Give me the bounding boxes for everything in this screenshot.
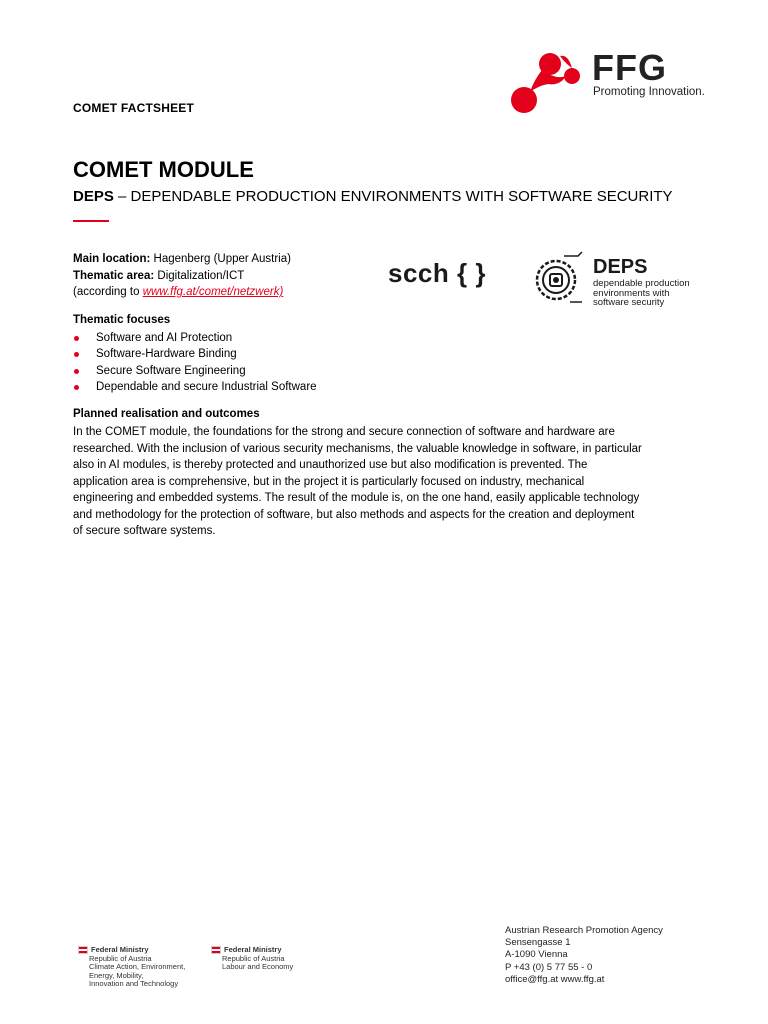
list-item: Secure Software Engineering xyxy=(73,363,317,379)
deps-sub-line: software security xyxy=(593,297,665,308)
ministry-labour-logo xyxy=(211,946,293,972)
page-title: COMET MODULE xyxy=(73,157,254,182)
body-line: engineering and embedded systems. The result of the module is, on the one hand, easily applicable technology xyxy=(73,492,640,504)
thematic-area-value: Digitalization/ICT xyxy=(154,269,245,282)
thematic-area-label: Thematic area: xyxy=(73,269,155,282)
ffg-logo-mark xyxy=(511,53,580,113)
according-prefix: (according to xyxy=(73,286,143,298)
subtitle-dash: – xyxy=(113,188,131,205)
title-divider xyxy=(73,220,109,222)
deps-sub-line: environments with xyxy=(593,287,670,299)
body-line: and methodology for the protection of software, but also methods and aspects for the creation and deployment xyxy=(73,508,635,521)
ffg-logo-tagline: Promoting Innovation. xyxy=(593,86,705,98)
deps-logo-subtitle xyxy=(593,279,690,308)
ffg-logo-text: FFG xyxy=(592,47,667,88)
ministry-line: Republic of Austria xyxy=(89,953,152,963)
subtitle-full: DEPENDABLE PRODUCTION ENVIRONMENTS WITH SOFTWARE SECURITY xyxy=(130,188,673,205)
list-item: Dependable and secure Industrial Software xyxy=(73,379,317,395)
agency-street: Sensengasse 1 xyxy=(505,937,571,949)
thematic-focuses-list xyxy=(73,330,317,395)
ministry-line: Innovation and Technology xyxy=(89,979,179,989)
body-line: of secure software systems. xyxy=(73,525,216,537)
austria-flag-icon xyxy=(78,946,88,954)
planned-heading: Planned realisation and outcomes xyxy=(73,408,260,420)
page-subtitle xyxy=(73,188,673,205)
netzwerk-link[interactable]: www.ffg.at/comet/netzwerk) xyxy=(142,286,284,298)
list-item: Software-Hardware Binding xyxy=(73,346,317,362)
factsheet-label: COMET FACTSHEET xyxy=(73,101,195,115)
body-line: application area is comprehensive, but in the project it is particularly focused on industry, mechanical xyxy=(73,475,585,488)
ministry-line: Energy, Mobility, xyxy=(89,970,144,980)
ministry-climate-logo xyxy=(78,946,185,989)
body-line: In the COMET module, the foundations for the strong and secure connection of software and hardware are xyxy=(73,426,615,438)
list-item: Software and AI Protection xyxy=(73,330,317,346)
ministry-line: Labour and Economy xyxy=(222,962,294,972)
main-location-value: Hagenberg (Upper Austria) xyxy=(150,253,291,265)
austria-flag-icon xyxy=(211,946,221,954)
ministry-name: Federal Ministry xyxy=(224,945,282,954)
agency-name: Austrian Research Promotion Agency xyxy=(505,925,663,936)
body-line: also in AI modules, is thereby protected and unauthorized use but also modification is prevented. The xyxy=(73,459,588,471)
agency-phone: P +43 (0) 5 77 55 - 0 xyxy=(505,961,593,973)
agency-address xyxy=(505,925,663,986)
module-info xyxy=(73,251,291,301)
deps-sub-line: dependable production xyxy=(593,278,690,289)
planned-body xyxy=(73,424,698,540)
thematic-focuses-heading: Thematic focuses xyxy=(73,314,171,326)
agency-contact[interactable]: office@ffg.at www.ffg.at xyxy=(505,973,605,985)
deps-logo-name: DEPS xyxy=(593,256,648,278)
body-line: researched. With the inclusion of various security mechanisms, the valuable knowledge in software, in particular xyxy=(73,442,642,455)
subtitle-acronym: DEPS xyxy=(73,188,114,205)
ministry-line: Republic of Austria xyxy=(222,953,285,963)
ministry-line: Climate Action, Environment, xyxy=(89,962,186,972)
agency-city: A-1090 Vienna xyxy=(505,949,568,961)
scch-logo: scch { } xyxy=(388,258,486,288)
main-location-label: Main location: xyxy=(73,253,151,265)
ministry-name: Federal Ministry xyxy=(91,945,149,954)
